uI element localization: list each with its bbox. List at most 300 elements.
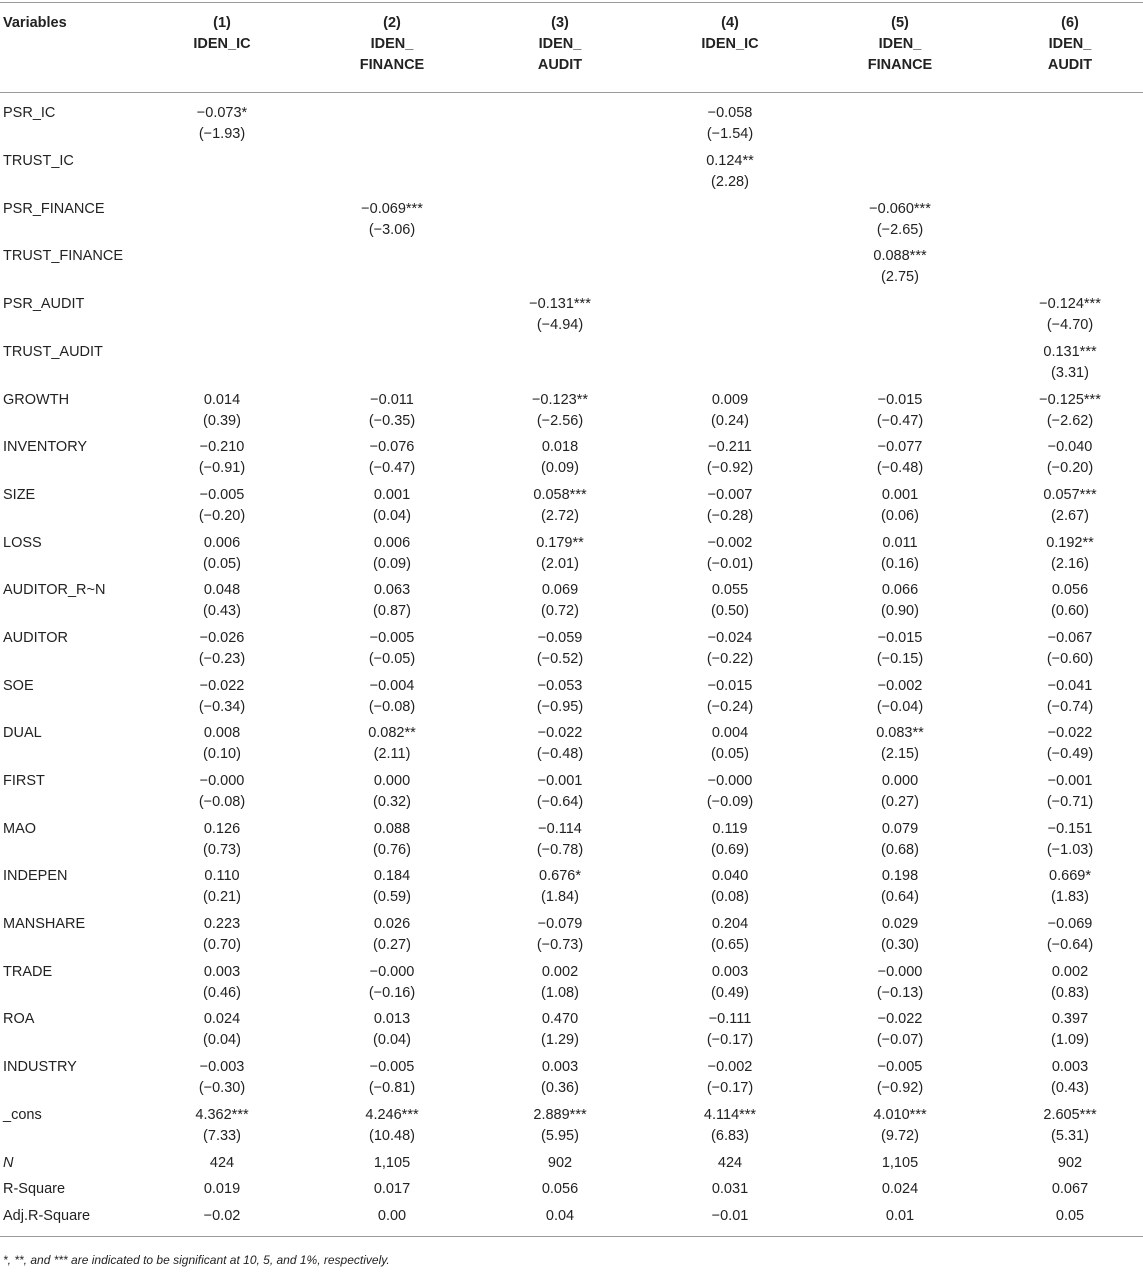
t-statistic: (1.83): [1051, 889, 1089, 905]
header-column-number: (1): [213, 15, 231, 31]
t-statistic: (−0.48): [876, 460, 924, 476]
coefficient: −0.022: [877, 1011, 923, 1027]
row-label: FIRST: [3, 773, 45, 789]
t-statistic: (−0.71): [1046, 794, 1094, 810]
t-statistic: (0.27): [881, 794, 919, 810]
table-cell: [990, 1009, 1143, 1051]
table-cell: [990, 485, 1143, 527]
t-statistic: (−1.03): [1046, 842, 1094, 858]
table-cell: [480, 485, 640, 527]
coefficient: 0.003: [203, 964, 241, 980]
coefficient: 0.124**: [706, 153, 754, 169]
t-statistic: (0.09): [541, 460, 579, 476]
t-statistic: (1.29): [541, 1032, 579, 1048]
table-cell: [312, 866, 472, 908]
row-label: MANSHARE: [3, 916, 86, 932]
coefficient: 2.889***: [533, 1107, 587, 1123]
t-statistic: (7.33): [203, 1128, 241, 1144]
table-cell: [312, 199, 472, 241]
t-statistic: (0.65): [711, 937, 749, 953]
header-column-name-cont: AUDIT: [1047, 57, 1093, 73]
coefficient: −0.079: [537, 916, 583, 932]
header-column-name: IDEN_: [878, 36, 922, 52]
t-statistic: (0.70): [203, 937, 241, 953]
stat-value: 424: [717, 1155, 743, 1171]
header-column-2: [312, 13, 472, 76]
table-cell: [650, 1057, 810, 1099]
table-cell: [480, 294, 640, 336]
table-cell: [480, 866, 640, 908]
coefficient: −0.011: [370, 392, 414, 408]
coefficient: 0.088***: [873, 248, 927, 264]
header-column-1: [142, 13, 302, 55]
header-column-name-cont: FINANCE: [359, 57, 425, 73]
t-statistic: (0.36): [541, 1080, 579, 1096]
table-cell: [990, 962, 1143, 1004]
coefficient: 2.605***: [1043, 1107, 1097, 1123]
row-label: DUAL: [3, 725, 42, 741]
coefficient: 0.008: [203, 725, 241, 741]
t-statistic: (−0.52): [536, 651, 584, 667]
coefficient: −0.067: [1047, 630, 1093, 646]
table-cell: [480, 390, 640, 432]
t-statistic: (0.50): [711, 603, 749, 619]
coefficient: 0.000: [881, 773, 919, 789]
coefficient: −0.002: [707, 535, 753, 551]
coefficient: −0.005: [199, 487, 245, 503]
header-column-3: [480, 13, 640, 76]
coefficient: −0.123**: [531, 392, 589, 408]
t-statistic: (−0.78): [536, 842, 584, 858]
table-cell: [480, 914, 640, 956]
coefficient: −0.041: [1047, 678, 1093, 694]
table-cell: [990, 676, 1143, 718]
coefficient: −0.015: [877, 630, 923, 646]
coefficient: −0.124***: [1039, 296, 1101, 312]
stat-value: 424: [209, 1155, 235, 1171]
table-cell: [312, 580, 472, 622]
t-statistic: (0.32): [373, 794, 411, 810]
table-cell: [312, 1009, 472, 1051]
table-cell: [312, 1057, 472, 1099]
row-label: GROWTH: [3, 392, 70, 408]
coefficient: −0.077: [877, 439, 923, 455]
t-statistic: (1.09): [1051, 1032, 1089, 1048]
table-cell: [820, 390, 980, 432]
t-statistic: (−0.64): [536, 794, 584, 810]
row-label: INVENTORY: [3, 439, 88, 455]
coefficient: 0.119: [712, 821, 748, 837]
table-cell: [142, 533, 302, 575]
t-statistic: (0.46): [203, 985, 241, 1001]
table-cell: [820, 723, 980, 765]
t-statistic: (0.64): [881, 889, 919, 905]
table-cell: [820, 628, 980, 670]
coefficient: 0.000: [373, 773, 411, 789]
coefficient: 0.003: [1051, 1059, 1089, 1075]
coefficient: −0.210: [199, 439, 245, 455]
coefficient: −0.069: [1047, 916, 1093, 932]
coefficient: −0.060***: [869, 201, 931, 217]
row-label: TRUST_IC: [3, 153, 74, 169]
coefficient: 0.006: [373, 535, 411, 551]
table-cell: [650, 914, 810, 956]
table-cell: [480, 437, 640, 479]
table-cell: [142, 676, 302, 718]
table-cell: [480, 771, 640, 813]
table-cell: [480, 1009, 640, 1051]
header-column-4: [650, 13, 810, 55]
t-statistic: (0.60): [1051, 603, 1089, 619]
coefficient: −0.076: [369, 439, 415, 455]
coefficient: −0.073*: [196, 105, 248, 121]
coefficient: 0.083**: [876, 725, 924, 741]
stat-value: 0.01: [885, 1208, 915, 1224]
t-statistic: (−0.35): [368, 413, 416, 429]
table-cell: [650, 771, 810, 813]
table-cell: [650, 962, 810, 1004]
coefficient: 0.082**: [368, 725, 416, 741]
table-cell: [820, 533, 980, 575]
t-statistic: (0.05): [203, 556, 241, 572]
header-column-name-cont: FINANCE: [867, 57, 933, 73]
coefficient: 0.066: [881, 582, 919, 598]
t-statistic: (−0.60): [1046, 651, 1094, 667]
coefficient: 0.048: [203, 582, 241, 598]
t-statistic: (0.59): [373, 889, 411, 905]
t-statistic: (0.83): [1051, 985, 1089, 1001]
row-label: INDEPEN: [3, 868, 68, 884]
table-cell: [990, 1057, 1143, 1099]
table-cell: [312, 676, 472, 718]
coefficient: 0.676*: [539, 868, 581, 884]
stat-value: 1,105: [881, 1155, 919, 1171]
table-cell: [142, 580, 302, 622]
table-cell: [312, 390, 472, 432]
table-cell: [650, 866, 810, 908]
t-statistic: (0.27): [373, 937, 411, 953]
table-cell: [990, 390, 1143, 432]
table-cell: [650, 437, 810, 479]
table-cell: [990, 866, 1143, 908]
coefficient: 0.055: [711, 582, 749, 598]
table-cell: [142, 1009, 302, 1051]
table-cell: [142, 819, 302, 861]
table-cell: [650, 103, 810, 145]
coefficient: 0.018: [541, 439, 579, 455]
t-statistic: (0.04): [203, 1032, 241, 1048]
coefficient: 0.110: [204, 868, 240, 884]
table-cell: [312, 533, 472, 575]
row-label: INDUSTRY: [3, 1059, 77, 1075]
t-statistic: (0.09): [373, 556, 411, 572]
t-statistic: (−0.08): [198, 794, 246, 810]
table-cell: [312, 962, 472, 1004]
t-statistic: (−0.73): [536, 937, 584, 953]
t-statistic: (−3.06): [368, 222, 416, 238]
table-cell: [480, 533, 640, 575]
t-statistic: (0.90): [881, 603, 919, 619]
table-cell: [990, 628, 1143, 670]
t-statistic: (−0.34): [198, 699, 246, 715]
t-statistic: (−0.92): [876, 1080, 924, 1096]
coefficient: 0.204: [711, 916, 749, 932]
coefficient: 4.114***: [703, 1107, 757, 1123]
row-label: LOSS: [3, 535, 42, 551]
t-statistic: (−0.30): [198, 1080, 246, 1096]
coefficient: 4.362***: [195, 1107, 249, 1123]
header-column-number: (6): [1061, 15, 1079, 31]
t-statistic: (−0.09): [706, 794, 754, 810]
table-cell: [312, 771, 472, 813]
table-cell: [990, 580, 1143, 622]
t-statistic: (0.49): [711, 985, 749, 1001]
table-cell: [650, 533, 810, 575]
t-statistic: (9.72): [881, 1128, 919, 1144]
table-cell: [480, 962, 640, 1004]
stat-value: 0.05: [1055, 1208, 1085, 1224]
t-statistic: (0.16): [881, 556, 919, 572]
table-cell: [820, 199, 980, 241]
table-cell: [990, 437, 1143, 479]
header-column-number: (3): [551, 15, 569, 31]
header-variables: Variables: [3, 15, 67, 31]
t-statistic: (−0.01): [706, 556, 754, 572]
stat-value: 902: [547, 1155, 573, 1171]
t-statistic: (−0.81): [368, 1080, 416, 1096]
coefficient: −0.015: [707, 678, 753, 694]
header-rule: [0, 92, 1143, 93]
coefficient: −0.114: [538, 821, 582, 837]
table-cell: [142, 390, 302, 432]
coefficient: 0.009: [711, 392, 749, 408]
t-statistic: (−2.62): [1046, 413, 1094, 429]
t-statistic: (−1.54): [706, 126, 754, 142]
table-cell: [480, 1105, 640, 1147]
coefficient: 0.003: [711, 964, 749, 980]
stat-value: 1,105: [373, 1155, 411, 1171]
table-cell: [142, 1105, 302, 1147]
table-cell: [820, 819, 980, 861]
t-statistic: (−2.56): [536, 413, 584, 429]
coefficient: −0.022: [1047, 725, 1093, 741]
stat-value: 0.056: [541, 1181, 579, 1197]
t-statistic: (0.10): [203, 746, 241, 762]
t-statistic: (0.73): [203, 842, 241, 858]
table-cell: [142, 866, 302, 908]
table-cell: [142, 103, 302, 145]
table-cell: [990, 342, 1143, 384]
t-statistic: (−0.91): [198, 460, 246, 476]
header-column-number: (4): [721, 15, 739, 31]
coefficient: 0.006: [203, 535, 241, 551]
t-statistic: (−0.20): [1046, 460, 1094, 476]
t-statistic: (−2.65): [876, 222, 924, 238]
t-statistic: (−0.15): [876, 651, 924, 667]
table-cell: [142, 962, 302, 1004]
t-statistic: (2.01): [541, 556, 579, 572]
coefficient: −0.007: [707, 487, 753, 503]
header-column-5: [820, 13, 980, 76]
coefficient: 0.002: [1051, 964, 1089, 980]
table-cell: [820, 1009, 980, 1051]
coefficient: −0.000: [707, 773, 753, 789]
coefficient: −0.005: [369, 1059, 415, 1075]
t-statistic: (6.83): [711, 1128, 749, 1144]
table-cell: [480, 628, 640, 670]
table-cell: [820, 771, 980, 813]
coefficient: 0.058***: [533, 487, 587, 503]
t-statistic: (−0.17): [706, 1080, 754, 1096]
coefficient: −0.002: [707, 1059, 753, 1075]
coefficient: 0.001: [881, 487, 919, 503]
coefficient: 0.669*: [1049, 868, 1091, 884]
table-cell: [650, 819, 810, 861]
table-cell: [142, 437, 302, 479]
table-cell: [650, 390, 810, 432]
coefficient: 0.079: [881, 821, 919, 837]
table-cell: [820, 914, 980, 956]
coefficient: 0.003: [541, 1059, 579, 1075]
stat-label: N: [3, 1155, 14, 1171]
t-statistic: (0.04): [373, 1032, 411, 1048]
t-statistic: (0.06): [881, 508, 919, 524]
coefficient: 0.069: [541, 582, 579, 598]
table-cell: [820, 246, 980, 288]
t-statistic: (1.84): [541, 889, 579, 905]
t-statistic: (0.72): [541, 603, 579, 619]
row-label: PSR_IC: [3, 105, 56, 121]
coefficient: −0.059: [537, 630, 583, 646]
coefficient: 0.223: [203, 916, 241, 932]
coefficient: 4.246***: [365, 1107, 419, 1123]
t-statistic: (0.04): [373, 508, 411, 524]
coefficient: 0.029: [881, 916, 919, 932]
row-label: ROA: [3, 1011, 35, 1027]
coefficient: 0.002: [541, 964, 579, 980]
table-cell: [650, 580, 810, 622]
t-statistic: (−0.48): [536, 746, 584, 762]
coefficient: 0.004: [711, 725, 749, 741]
row-label: MAO: [3, 821, 37, 837]
table-cell: [990, 771, 1143, 813]
coefficient: 0.024: [203, 1011, 241, 1027]
t-statistic: (−4.70): [1046, 317, 1094, 333]
coefficient: 0.011: [882, 535, 918, 551]
coefficient: 0.470: [541, 1011, 579, 1027]
t-statistic: (−4.94): [536, 317, 584, 333]
table-cell: [312, 1105, 472, 1147]
coefficient: −0.001: [537, 773, 583, 789]
coefficient: 4.010***: [873, 1107, 927, 1123]
coefficient: −0.003: [199, 1059, 245, 1075]
t-statistic: (1.08): [541, 985, 579, 1001]
t-statistic: (2.75): [881, 269, 919, 285]
t-statistic: (−0.22): [706, 651, 754, 667]
coefficient: −0.004: [369, 678, 415, 694]
table-cell: [820, 1105, 980, 1147]
coefficient: 0.026: [373, 916, 411, 932]
table-cell: [650, 1009, 810, 1051]
header-column-6: [990, 13, 1143, 76]
coefficient: 0.001: [373, 487, 411, 503]
stat-label: Adj.R-Square: [3, 1208, 91, 1224]
coefficient: 0.126: [203, 821, 241, 837]
t-statistic: (−0.28): [706, 508, 754, 524]
table-cell: [820, 866, 980, 908]
t-statistic: (−0.47): [368, 460, 416, 476]
stat-value: 0.067: [1051, 1181, 1089, 1197]
coefficient: 0.013: [373, 1011, 411, 1027]
coefficient: −0.000: [369, 964, 415, 980]
row-label: AUDITOR: [3, 630, 68, 646]
coefficient: 0.040: [711, 868, 749, 884]
t-statistic: (3.31): [1051, 365, 1089, 381]
header-column-name: IDEN_: [1048, 36, 1092, 52]
table-cell: [820, 962, 980, 1004]
header-column-number: (2): [383, 15, 401, 31]
t-statistic: (−0.13): [876, 985, 924, 1001]
coefficient: −0.058: [707, 105, 753, 121]
coefficient: −0.022: [199, 678, 245, 694]
t-statistic: (10.48): [369, 1128, 415, 1144]
coefficient: 0.397: [1051, 1011, 1089, 1027]
t-statistic: (0.43): [203, 603, 241, 619]
t-statistic: (−0.16): [368, 985, 416, 1001]
coefficient: −0.053: [537, 678, 583, 694]
t-statistic: (0.68): [881, 842, 919, 858]
t-statistic: (5.95): [541, 1128, 579, 1144]
coefficient: −0.040: [1047, 439, 1093, 455]
coefficient: 0.192**: [1046, 535, 1094, 551]
t-statistic: (−0.49): [1046, 746, 1094, 762]
row-label: TRUST_AUDIT: [3, 344, 103, 360]
coefficient: −0.151: [1047, 821, 1093, 837]
coefficient: −0.131***: [529, 296, 591, 312]
stat-value: 0.017: [373, 1181, 411, 1197]
t-statistic: (−0.92): [706, 460, 754, 476]
header-column-name: IDEN_: [370, 36, 414, 52]
table-cell: [820, 1057, 980, 1099]
coefficient: −0.111: [708, 1011, 752, 1027]
coefficient: 0.198: [881, 868, 919, 884]
table-cell: [990, 819, 1143, 861]
coefficient: −0.211: [708, 439, 752, 455]
table-cell: [650, 485, 810, 527]
table-cell: [820, 676, 980, 718]
coefficient: −0.069***: [361, 201, 423, 217]
coefficient: 0.088: [373, 821, 411, 837]
t-statistic: (−0.05): [368, 651, 416, 667]
coefficient: 0.131***: [1043, 344, 1097, 360]
header-column-number: (5): [891, 15, 909, 31]
t-statistic: (0.30): [881, 937, 919, 953]
table-cell: [820, 580, 980, 622]
table-cell: [480, 819, 640, 861]
coefficient: −0.000: [877, 964, 923, 980]
t-statistic: (0.24): [711, 413, 749, 429]
stat-value: 0.019: [203, 1181, 241, 1197]
t-statistic: (2.11): [373, 746, 411, 762]
table-cell: [650, 1105, 810, 1147]
table-cell: [480, 1057, 640, 1099]
header-column-name: IDEN_IC: [193, 36, 251, 52]
table-cell: [312, 485, 472, 527]
header-column-name: IDEN_: [538, 36, 582, 52]
table-cell: [480, 723, 640, 765]
table-cell: [990, 533, 1143, 575]
table-cell: [650, 676, 810, 718]
